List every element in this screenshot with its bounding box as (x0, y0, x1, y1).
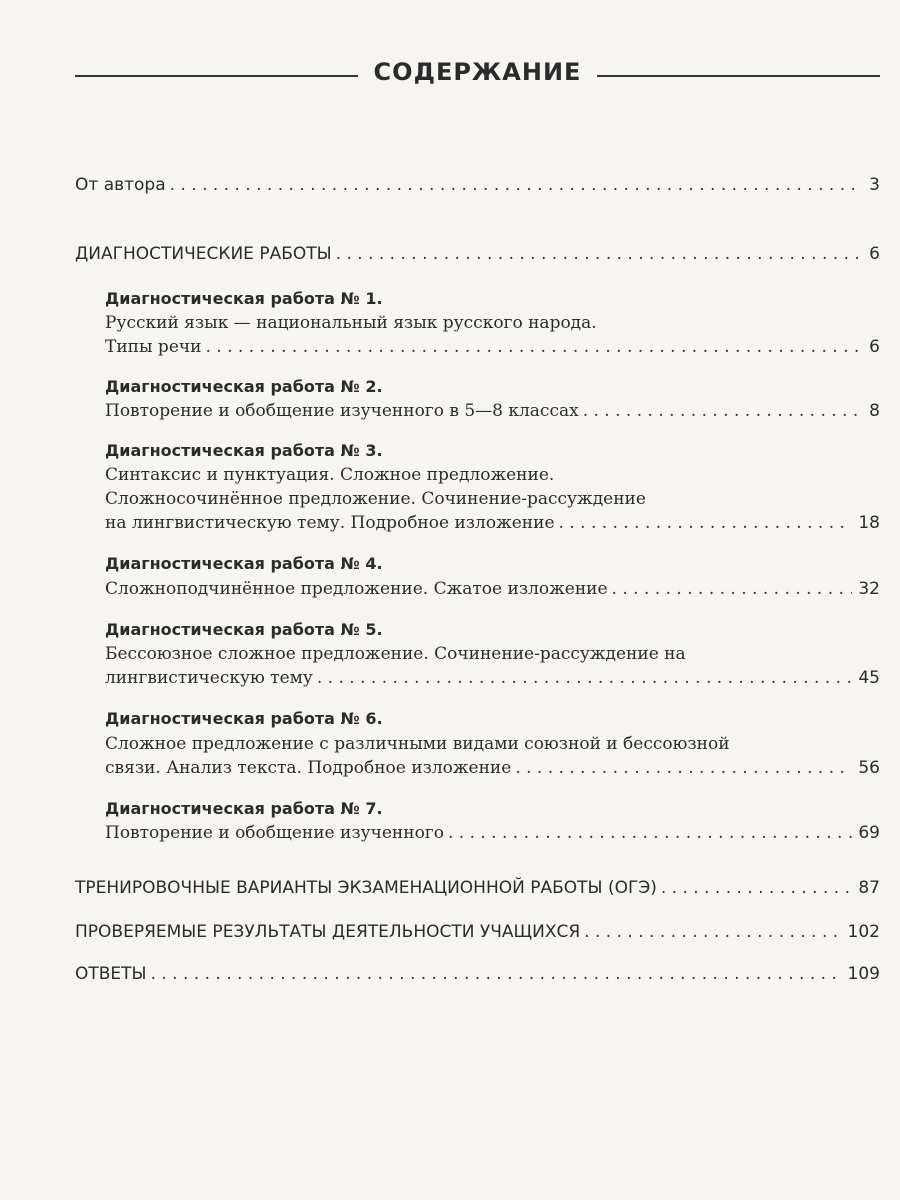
toc-page-number: 18 (858, 513, 880, 533)
toc-entry-answers[interactable] (75, 964, 880, 984)
toc-page-number: 109 (847, 964, 880, 984)
toc-entry-training[interactable] (75, 878, 880, 898)
dot-leader (336, 244, 864, 264)
toc-page-number: 102 (847, 922, 880, 942)
work-3-line-2: Сложносочинённое предложение. Сочинение-рассуждение (105, 489, 646, 509)
work-1-line-1: Русский язык — национальный язык русского народа. (105, 313, 597, 333)
toc-entry-label: лингвистическую тему (105, 668, 313, 688)
toc-page-number: 69 (858, 823, 880, 843)
toc-page-number: 56 (858, 758, 880, 778)
toc-page-number: 45 (858, 668, 880, 688)
toc-entry-label: Типы речи (105, 337, 202, 357)
work-1-title: Диагностическая работа № 1. (105, 289, 383, 308)
toc-entry-results[interactable] (75, 922, 880, 942)
toc-entry-label: связи. Анализ текста. Подробное изложение (105, 758, 512, 778)
work-2-title: Диагностическая работа № 2. (105, 377, 383, 396)
work-4-title: Диагностическая работа № 4. (105, 554, 383, 573)
toc-entry-work-2[interactable] (105, 401, 880, 421)
toc-entry-work-3[interactable] (105, 513, 880, 533)
toc-entry-label: ТРЕНИРОВОЧНЫЕ ВАРИАНТЫ ЭКЗАМЕНАЦИОННОЙ РАБОТЫ (ОГЭ) (75, 878, 657, 898)
toc-entry-label: ПРОВЕРЯЕМЫЕ РЕЗУЛЬТАТЫ ДЕЯТЕЛЬНОСТИ УЧАЩИХСЯ (75, 922, 581, 942)
toc-entry-work-4[interactable] (105, 579, 880, 599)
toc-entry-author[interactable] (75, 175, 880, 195)
work-3-line-1: Синтаксис и пунктуация. Сложное предложение. (105, 465, 555, 485)
toc-entry-label: Сложноподчинённое предложение. Сжатое изложение (105, 579, 608, 599)
toc-entry-label: ОТВЕТЫ (75, 964, 147, 984)
dot-leader (448, 823, 852, 843)
toc-entry-work-1[interactable] (105, 337, 880, 357)
toc-entry-work-5[interactable] (105, 668, 880, 688)
toc-entry-work-6[interactable] (105, 758, 880, 778)
dot-leader (584, 922, 841, 942)
toc-heading (75, 58, 880, 90)
work-5-line-1: Бессоюзное сложное предложение. Сочинение-рассуждение на (105, 644, 686, 664)
dot-leader (170, 175, 864, 195)
toc-entry-label: От автора (75, 175, 166, 195)
dot-leader (515, 758, 852, 778)
work-3-title: Диагностическая работа № 3. (105, 441, 383, 460)
dot-leader (612, 579, 853, 599)
dot-leader (559, 513, 853, 533)
work-7-title: Диагностическая работа № 7. (105, 799, 383, 818)
work-5-title: Диагностическая работа № 5. (105, 620, 383, 639)
toc-page-number: 32 (858, 579, 880, 599)
work-6-title: Диагностическая работа № 6. (105, 709, 383, 728)
toc-entry-diagnostic[interactable] (75, 244, 880, 264)
page-title: СОДЕРЖАНИЕ (358, 58, 598, 86)
dot-leader (317, 668, 852, 688)
toc-page-number: 87 (858, 878, 880, 898)
toc-entry-work-7[interactable] (105, 823, 880, 843)
toc-entry-label: Повторение и обобщение изученного в 5—8 классах (105, 401, 579, 421)
dot-leader (661, 878, 853, 898)
toc-page-number: 3 (869, 175, 880, 195)
toc-page-number: 8 (869, 401, 880, 421)
dot-leader (205, 337, 863, 357)
work-6-line-1: Сложное предложение с различными видами союзной и бессоюзной (105, 734, 730, 754)
dot-leader (583, 401, 863, 421)
toc-entry-label: ДИАГНОСТИЧЕСКИЕ РАБОТЫ (75, 244, 332, 264)
toc-entry-label: Повторение и обобщение изученного (105, 823, 444, 843)
toc-entry-label: на лингвистическую тему. Подробное изложение (105, 513, 555, 533)
toc-page-number: 6 (869, 337, 880, 357)
dot-leader (151, 964, 842, 984)
toc-page-number: 6 (869, 244, 880, 264)
